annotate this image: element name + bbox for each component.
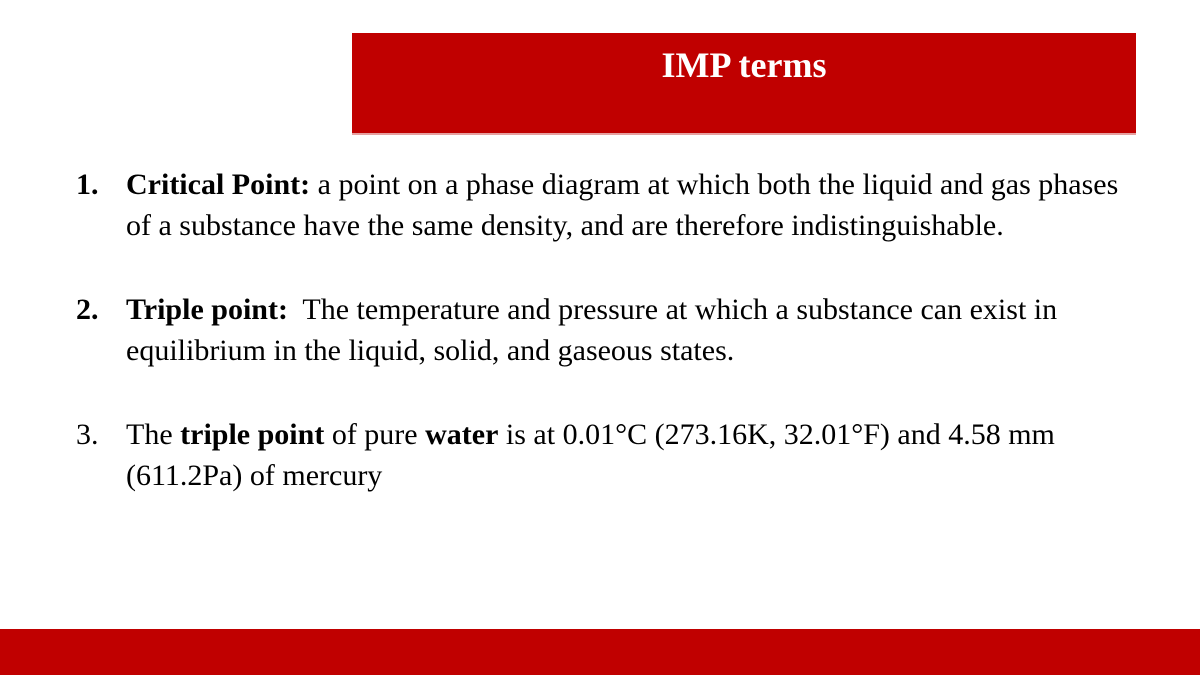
term-title: Triple point: xyxy=(126,293,288,326)
term-definition: The temperature and pressure at which a substance can exist in equilibrium in the liquid, solid, and gaseous states. xyxy=(126,293,1065,367)
fact-text-part: The xyxy=(126,418,181,451)
term-item-water-triple-point xyxy=(76,414,1136,496)
term-definition: a point on a phase diagram at which both the liquid and gas phases of a substance have the same density, and are therefore indistinguishable. xyxy=(126,168,1119,242)
footer-bar xyxy=(0,629,1200,675)
terms-list xyxy=(76,164,1136,496)
fact-text-part: of pure xyxy=(324,418,426,451)
slide-title: IMP terms xyxy=(661,45,827,85)
fact-bold-term: triple point xyxy=(180,418,325,451)
term-title: Critical Point: xyxy=(126,168,311,201)
term-number: 1. xyxy=(76,168,99,201)
title-banner xyxy=(352,33,1136,135)
term-item-critical-point xyxy=(76,164,1136,246)
fact-bold-term: water xyxy=(425,418,499,451)
fact-text-part: is at 0.01°C (273.16K, 32.01°F) and 4.58 mm (611.2Pa) of mercury xyxy=(126,418,1055,492)
term-item-triple-point xyxy=(76,289,1136,371)
term-number: 2. xyxy=(76,293,99,326)
term-number: 3. xyxy=(76,418,99,451)
